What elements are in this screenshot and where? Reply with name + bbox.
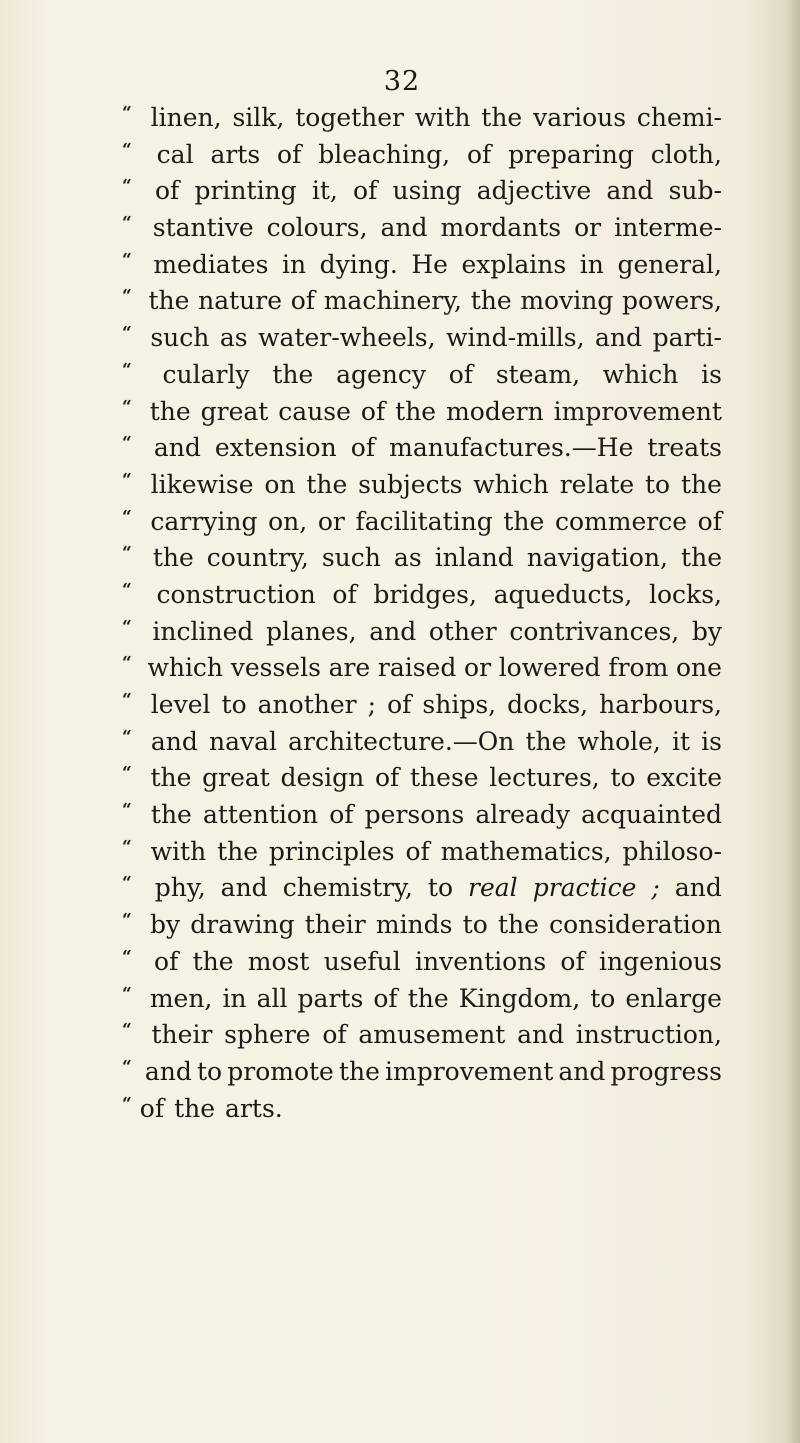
word: progress [610, 1056, 722, 1086]
word: machinery, [323, 286, 463, 316]
quote-mark: “ [122, 506, 132, 527]
word: real [468, 873, 518, 903]
word: minds [375, 910, 453, 940]
word: powers, [622, 286, 722, 316]
page-number: 32 [383, 66, 421, 97]
word: by [149, 910, 181, 940]
word: inland [434, 543, 514, 573]
quote-mark: “ [122, 543, 132, 564]
word: from [608, 653, 669, 683]
word: practice [532, 873, 637, 903]
word: and [220, 873, 268, 903]
word: ; [367, 690, 377, 719]
word: to [197, 1056, 223, 1086]
word: moving [520, 286, 614, 316]
word: and [380, 213, 428, 243]
word: to [645, 469, 671, 499]
text-line [122, 653, 722, 690]
word: most [247, 946, 310, 976]
word: one [675, 653, 722, 683]
quote-mark: “ [122, 910, 132, 931]
word: the [503, 506, 545, 536]
word: the [272, 359, 314, 389]
word: linen, [150, 103, 222, 132]
word: planes, [266, 616, 357, 646]
word: stantive [152, 213, 254, 243]
word: and [674, 873, 722, 903]
word: naval [209, 726, 278, 756]
word: inclined [152, 616, 254, 646]
text-line [122, 323, 722, 360]
word: to [462, 910, 488, 940]
word: of [387, 690, 412, 719]
quote-mark: “ [122, 323, 132, 344]
word: and [517, 1020, 565, 1050]
quote-mark: “ [122, 359, 132, 380]
word: parts [297, 983, 364, 1013]
word: mediates [153, 249, 269, 279]
word: promote [227, 1056, 334, 1086]
word: colours, [266, 213, 368, 243]
word: the [680, 469, 722, 499]
quote-mark: “ [122, 176, 132, 197]
text-line [122, 176, 722, 213]
word: country, [206, 543, 309, 573]
text-line [122, 727, 722, 764]
word: useful [323, 946, 401, 976]
word: bleaching, [318, 139, 451, 169]
quote-mark: “ [122, 616, 132, 637]
text-line [122, 690, 722, 727]
word: general, [617, 249, 722, 279]
quote-mark: “ [122, 469, 132, 490]
word: mordants [440, 213, 562, 243]
text-line [122, 140, 722, 177]
word: which [147, 653, 224, 683]
word: improvement [553, 396, 722, 426]
word: of [697, 506, 722, 536]
text-line [122, 580, 722, 617]
word: treats [647, 433, 722, 463]
word: of [139, 1093, 165, 1123]
word: to [221, 690, 247, 719]
word: already [475, 800, 571, 830]
word: another [257, 690, 357, 719]
word: extension [214, 433, 337, 463]
quote-mark: “ [122, 139, 132, 160]
quote-mark: “ [122, 396, 132, 417]
word: philoso- [622, 836, 722, 866]
word: in [579, 249, 604, 279]
word: likewise [150, 469, 254, 499]
word: of [332, 579, 357, 609]
quote-mark: “ [122, 1056, 132, 1077]
word: it [671, 726, 691, 756]
word: cloth, [650, 139, 722, 169]
word: men, [149, 983, 213, 1013]
word: He [411, 249, 448, 279]
word: sphere [224, 1020, 311, 1050]
word: to [590, 983, 616, 1013]
word: of [154, 946, 179, 976]
word: are [328, 653, 371, 683]
text-line [122, 984, 722, 1021]
quote-mark: “ [122, 433, 132, 454]
word: with [414, 103, 471, 132]
word: cause [278, 396, 351, 426]
word: with [150, 836, 207, 866]
word: ships, [422, 690, 497, 719]
word: harbours, [599, 690, 722, 719]
word: printing [194, 176, 297, 206]
word: as [393, 543, 422, 573]
word: is [701, 726, 722, 756]
word: and [595, 323, 643, 353]
word: in [281, 249, 307, 279]
word: of [560, 946, 585, 976]
word: chemi- [636, 103, 722, 132]
text-line [122, 397, 722, 434]
word: ingenious [598, 946, 722, 976]
word: arts. [225, 1093, 283, 1123]
word: dying. [319, 249, 398, 279]
word: construction [156, 579, 316, 609]
quote-mark: “ [122, 103, 132, 123]
word: mathematics, [440, 836, 612, 866]
word: agency [336, 359, 426, 389]
word: together [295, 103, 405, 132]
quote-mark: “ [122, 763, 132, 784]
word: preparing [508, 139, 634, 169]
word: the [497, 910, 539, 940]
word: great [202, 763, 270, 793]
word: other [428, 616, 497, 646]
word: the [217, 836, 259, 866]
quote-mark: “ [122, 873, 132, 894]
word: the [407, 983, 449, 1013]
word: improvement [385, 1056, 554, 1086]
word: persons [364, 800, 465, 830]
word: and [558, 1056, 606, 1086]
word: on [264, 469, 296, 499]
text-line [122, 1094, 722, 1131]
word: architecture.—On [288, 726, 515, 756]
word: the [481, 103, 523, 132]
word: such [150, 323, 210, 353]
text-line [122, 250, 722, 287]
page-edge-shadow [786, 0, 800, 1443]
word: contrivances, [509, 616, 680, 646]
word: drawing [190, 910, 295, 940]
word: the [150, 763, 192, 793]
word: the [306, 469, 348, 499]
word: manufactures.—He [389, 433, 634, 463]
word: is [701, 359, 722, 389]
word: as [219, 323, 248, 353]
word: their [304, 910, 366, 940]
word: various [533, 103, 627, 132]
word: sub- [668, 176, 722, 206]
word: cularly [162, 359, 250, 389]
word: or [574, 213, 602, 243]
text-line [122, 286, 722, 323]
word: attention [202, 800, 319, 830]
word: their [151, 1020, 213, 1050]
text-line [122, 837, 722, 874]
word: and [369, 616, 417, 646]
quote-mark: “ [122, 690, 132, 710]
word: these [410, 763, 479, 793]
word: modern [446, 396, 544, 426]
word: the [395, 396, 437, 426]
word: which [602, 359, 679, 389]
word: acquainted [581, 800, 722, 830]
word: of [350, 433, 376, 463]
word: Kingdom, [458, 983, 581, 1013]
word: excite [646, 763, 722, 793]
word: vessels [230, 653, 321, 683]
word: lectures, [489, 763, 600, 793]
word: all [256, 983, 288, 1013]
word: arts [210, 139, 261, 169]
quote-mark: “ [122, 286, 132, 307]
word: of [466, 139, 492, 169]
word: design [280, 763, 365, 793]
word: the [470, 286, 512, 316]
text-line [122, 1057, 722, 1094]
text-line [122, 103, 722, 140]
word: chemistry, [282, 873, 413, 903]
word: carrying [150, 506, 258, 536]
word: the [338, 1056, 380, 1086]
word: subjects [358, 469, 463, 499]
quote-mark: “ [122, 213, 132, 234]
word: navigation, [526, 543, 669, 573]
quote-mark: “ [122, 946, 132, 967]
word: adjective [476, 176, 592, 206]
word: in [222, 983, 247, 1013]
word: the [192, 946, 234, 976]
word: bridges, [373, 579, 477, 609]
word: of [373, 983, 398, 1013]
word: such [321, 543, 381, 573]
text-line [122, 543, 722, 580]
word: steam, [495, 359, 581, 389]
word: which [473, 469, 549, 499]
word: to [610, 763, 636, 793]
word: water-wheels, [258, 323, 436, 353]
word: aqueducts, [493, 579, 633, 609]
quote-mark: “ [122, 579, 132, 600]
body-text [122, 103, 722, 1130]
quote-mark: “ [122, 726, 132, 747]
word: raised [377, 653, 457, 683]
word: and [153, 433, 201, 463]
word: and [150, 726, 198, 756]
word: of [405, 836, 430, 866]
word: of [277, 139, 302, 169]
quote-mark: “ [122, 1093, 132, 1114]
word: of [360, 396, 386, 426]
word: cal [156, 139, 194, 169]
word: to [427, 873, 454, 903]
word: instruction, [575, 1020, 722, 1050]
word: of [353, 176, 378, 206]
text-line [122, 947, 722, 984]
quote-mark: “ [122, 983, 132, 1004]
word: phy, [154, 873, 206, 903]
text-line [122, 433, 722, 470]
word: the [174, 1093, 216, 1123]
word: of [154, 176, 180, 206]
text-line [122, 910, 722, 947]
text-line [122, 763, 722, 800]
word: explains [461, 249, 567, 279]
text-line [122, 470, 722, 507]
word: ; [651, 873, 660, 903]
word: of [374, 763, 400, 793]
word: of [290, 286, 316, 316]
word: inventions [415, 946, 547, 976]
word: the [681, 543, 722, 573]
quote-mark: “ [122, 249, 132, 270]
word: the [148, 286, 190, 316]
word: of [329, 800, 354, 830]
word: consideration [549, 910, 722, 940]
word: of [448, 359, 474, 389]
word: level [150, 690, 211, 719]
text-line [122, 800, 722, 837]
word: and [606, 176, 654, 206]
word: principles [268, 836, 395, 866]
word: or [317, 506, 345, 536]
word: relate [559, 469, 635, 499]
word: it, [311, 176, 338, 206]
word: whole, [577, 726, 661, 756]
word: great [200, 396, 269, 426]
word: parti- [652, 323, 722, 353]
word: and [144, 1056, 192, 1086]
text-line [122, 873, 722, 910]
word: interme- [614, 213, 722, 243]
quote-mark: “ [122, 1020, 132, 1041]
word: nature [198, 286, 283, 316]
word: amusement [358, 1020, 506, 1050]
word: enlarge [625, 983, 722, 1013]
word: commerce [554, 506, 687, 536]
text-line [122, 617, 722, 654]
word: by [691, 616, 722, 646]
word: using [392, 176, 462, 206]
word: the [152, 543, 194, 573]
word: the [149, 396, 191, 426]
quote-mark: “ [122, 800, 132, 821]
word: the [150, 800, 192, 830]
quote-mark: “ [122, 653, 132, 674]
word: or [464, 653, 492, 683]
word: wind-mills, [446, 323, 585, 353]
word: locks, [649, 579, 722, 609]
word: of [322, 1020, 347, 1050]
word: facilitating [355, 506, 493, 536]
word: lowered [498, 653, 601, 683]
word: the [525, 726, 567, 756]
text-line [122, 507, 722, 544]
word: docks, [507, 690, 589, 719]
text-line [122, 360, 722, 397]
text-line [122, 1020, 722, 1057]
word: on, [268, 506, 308, 536]
text-line [122, 213, 722, 250]
quote-mark: “ [122, 836, 132, 857]
word: silk, [232, 103, 285, 132]
